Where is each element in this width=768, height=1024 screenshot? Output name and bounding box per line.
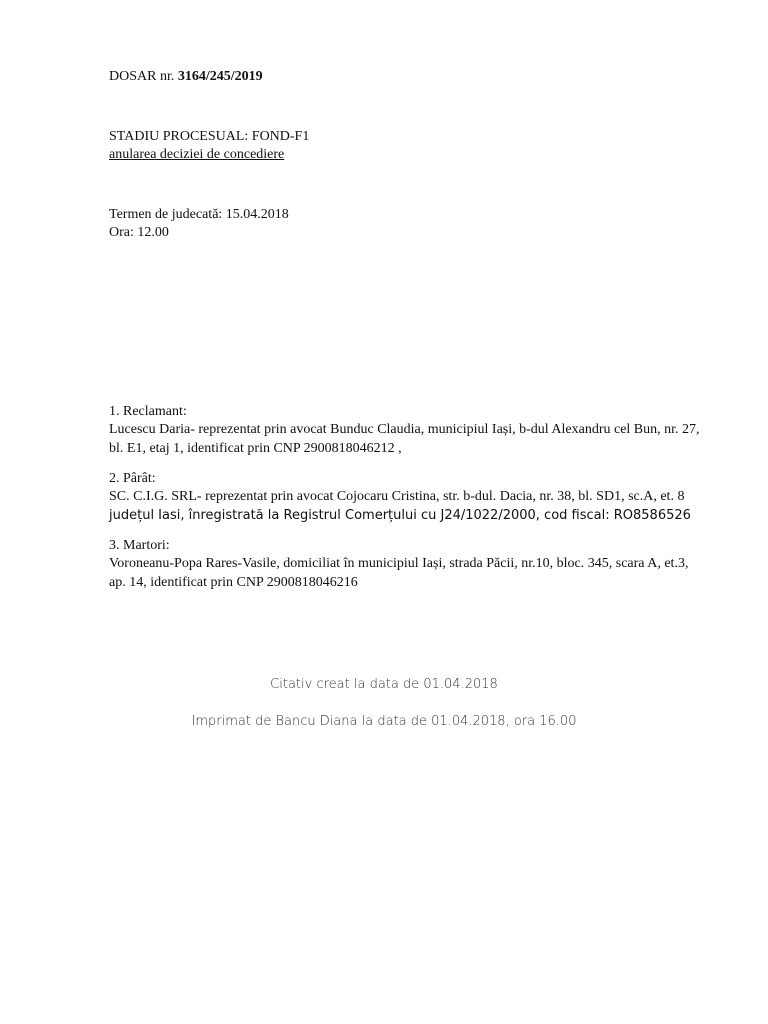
parat-line-1: SC. C.I.G. SRL- reprezentat prin avocat Cojocaru Cristina, str. b-dul. Dacia, nr. 38, bl. SD1, sc.A, et. 8: [109, 489, 685, 504]
dosar-label: DOSAR nr.: [109, 69, 178, 84]
stadiu-procesual: STADIU PROCESUAL: FOND-F1: [109, 129, 310, 144]
martori-heading: 3. Martori:: [109, 538, 170, 553]
reclamant-line-2: bl. E1, etaj 1, identificat prin CNP 2900818046212 ,: [109, 441, 402, 456]
case-subject: anularea deciziei de concediere: [109, 147, 285, 162]
printed-by: Imprimat de Bancu Diana la data de 01.04.2018, ora 16.00: [191, 714, 577, 729]
citativ-created: Citativ creat la data de 01.04.2018: [270, 677, 498, 692]
termen-judecata: Termen de judecată: 15.04.2018: [109, 207, 289, 222]
dosar-number: 3164/245/2019: [177, 69, 263, 84]
parat-heading: 2. Pârât:: [109, 471, 156, 486]
parat-line-2: județul Iasi, înregistrată la Registrul Comerțului cu J24/1022/2000, cod fiscal: RO8586526: [109, 508, 691, 523]
reclamant-line-1: Lucescu Daria- reprezentat prin avocat Bunduc Claudia, municipiul Iași, b-dul Alexandru cel Bun, nr. 27,: [109, 422, 700, 437]
martori-line-1: Voroneanu-Popa Rares-Vasile, domiciliat în municipiul Iași, strada Păcii, nr.10, bloc. 345, scara A, et.3,: [109, 556, 689, 571]
martori-line-2: ap. 14, identificat prin CNP 2900818046216: [109, 575, 358, 590]
reclamant-heading: 1. Reclamant:: [109, 404, 187, 419]
dosar-line: [109, 69, 263, 85]
termen-ora: Ora: 12.00: [109, 225, 169, 240]
